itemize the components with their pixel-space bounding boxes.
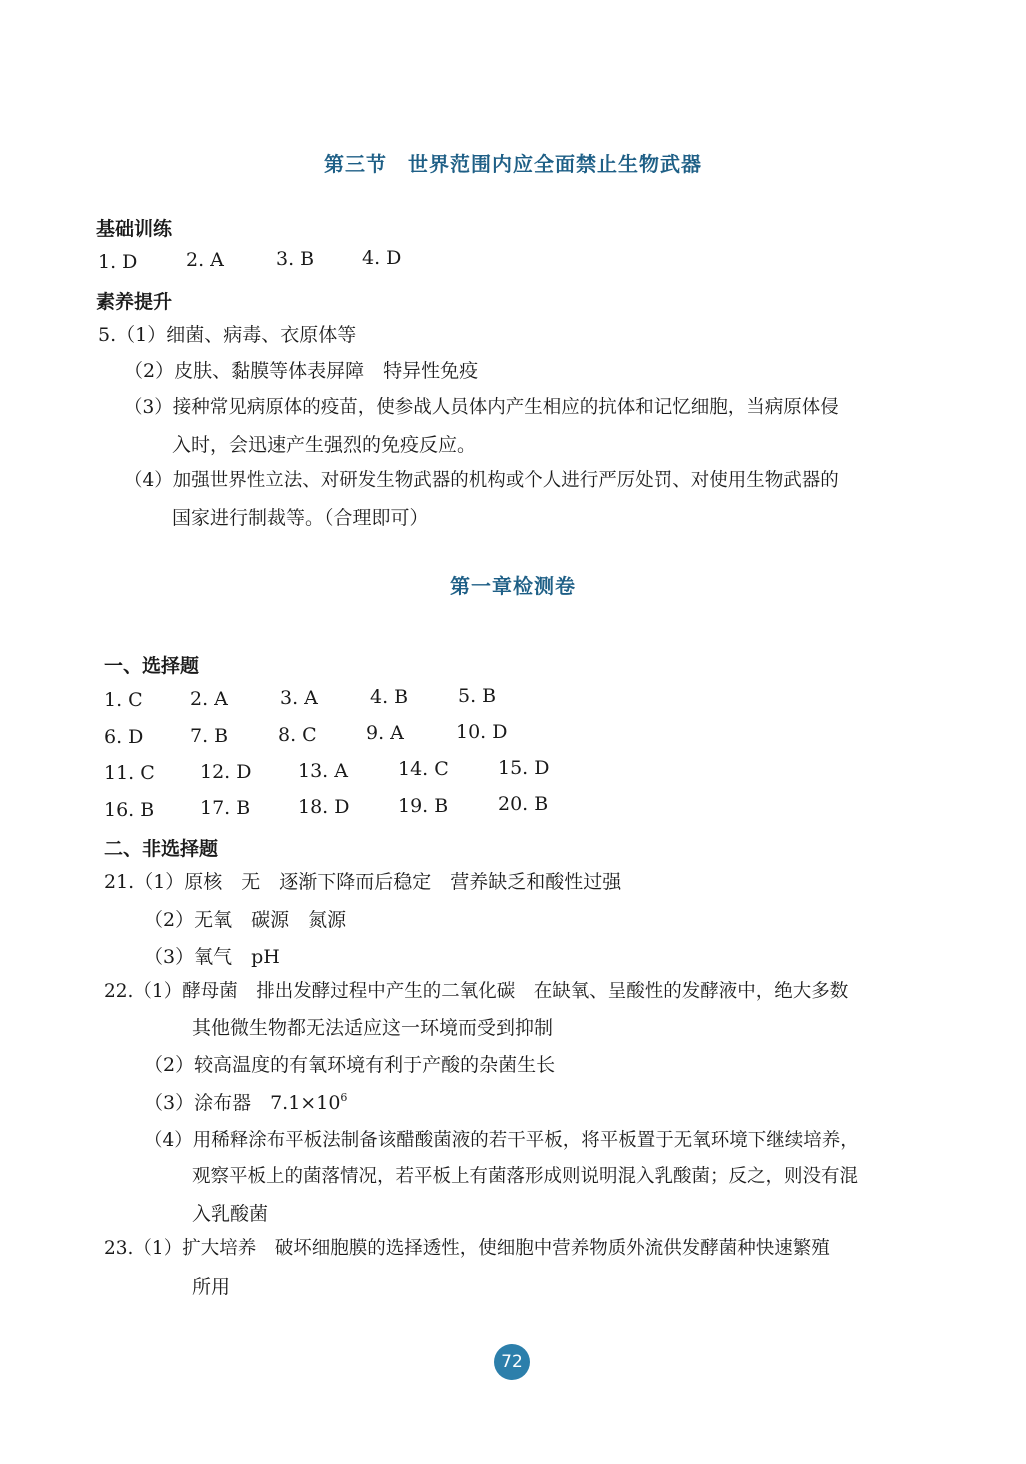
answer-item: 12. D <box>200 761 252 783</box>
q5-part3-line2: 入时，会迅速产生强烈的免疫反应。 <box>172 434 477 456</box>
q22-part4-line3: 入乳酸菌 <box>192 1203 269 1225</box>
answer-item: 6. D <box>104 726 144 748</box>
answer-item: 14. C <box>398 758 449 780</box>
q22-part4-line1: （4）用稀释涂布平板法制备该醋酸菌液的若干平板，将平板置于无氧环境下继续培养， <box>144 1130 859 1151</box>
q5-part3-line1: （3）接种常见病原体的疫苗，使参战人员体内产生相应的抗体和记忆细胞，当病原体侵 <box>124 397 839 418</box>
answer-item: 5. B <box>458 685 497 707</box>
q23-part1-line1: 23.（1）扩大培养 破坏细胞膜的选择透性，使细胞中营养物质外流供发酵菌种快速繁殖 <box>104 1238 830 1259</box>
answer-item: 4. D <box>362 247 402 269</box>
improve-label: 素养提升 <box>96 291 173 313</box>
answer-item: 13. A <box>298 760 348 782</box>
section-title: 第三节 世界范围内应全面禁止生物武器 <box>324 152 702 176</box>
answer-item: 19. B <box>398 795 449 817</box>
answer-item: 1. C <box>104 689 143 711</box>
answer-item: 1. D <box>98 251 138 273</box>
q5-part4-line1: （4）加强世界性立法、对研发生物武器的机构或个人进行严厉处罚、对使用生物武器的 <box>124 470 839 491</box>
q22-part2: （2）较高温度的有氧环境有利于产酸的杂菌生长 <box>144 1054 556 1076</box>
q22-part3 <box>144 1088 347 1115</box>
answer-item: 16. B <box>104 799 155 821</box>
answer-item: 10. D <box>456 721 508 743</box>
q5-part4-line2: 国家进行制裁等。（合理即可） <box>172 507 429 529</box>
nonchoice-section-label: 二、非选择题 <box>104 838 219 860</box>
answer-item: 4. B <box>370 686 409 708</box>
answer-item: 15. D <box>498 757 550 779</box>
q21-part1: 21.（1）原核 无 逐渐下降而后稳定 营养缺乏和酸性过强 <box>104 871 622 893</box>
answer-item: 11. C <box>104 762 155 784</box>
answer-item: 3. A <box>280 687 318 709</box>
chapter-title: 第一章检测卷 <box>450 574 576 598</box>
q22-part3-exponent: 6 <box>340 1091 348 1104</box>
q5-part2: （2）皮肤、黏膜等体表屏障 特异性免疫 <box>124 360 479 382</box>
q22-part1-line2: 其他微生物都无法适应这一环境而受到抑制 <box>192 1017 554 1039</box>
answer-item: 3. B <box>276 248 315 270</box>
choice-section-label: 一、选择题 <box>104 655 200 677</box>
answer-item: 20. B <box>498 793 549 815</box>
q21-part3: （3）氧气 pH <box>144 946 280 968</box>
q23-part1-line2: 所用 <box>192 1276 231 1298</box>
q5-part1: 5.（1）细菌、病毒、衣原体等 <box>98 324 357 346</box>
answer-item: 17. B <box>200 797 251 819</box>
answer-item: 2. A <box>186 249 224 271</box>
answer-item: 9. A <box>366 722 404 744</box>
answer-item: 2. A <box>190 688 228 710</box>
q22-part4-line2: 观察平板上的菌落情况，若平板上有菌落形成则说明混入乳酸菌；反之，则没有混 <box>192 1166 859 1187</box>
answer-item: 18. D <box>298 796 350 818</box>
q22-part1-line1: 22.（1）酵母菌 排出发酵过程中产生的二氧化碳 在缺氧、呈酸性的发酵液中，绝大多数 <box>104 981 849 1002</box>
q22-part3-text: （3）涂布器 7.1×10 <box>144 1092 341 1114</box>
page-number-badge: 72 <box>494 1344 530 1380</box>
q21-part2: （2）无氧 碳源 氮源 <box>144 909 347 931</box>
answer-item: 8. C <box>278 724 317 746</box>
basic-training-label: 基础训练 <box>96 218 173 240</box>
answer-item: 7. B <box>190 725 229 747</box>
